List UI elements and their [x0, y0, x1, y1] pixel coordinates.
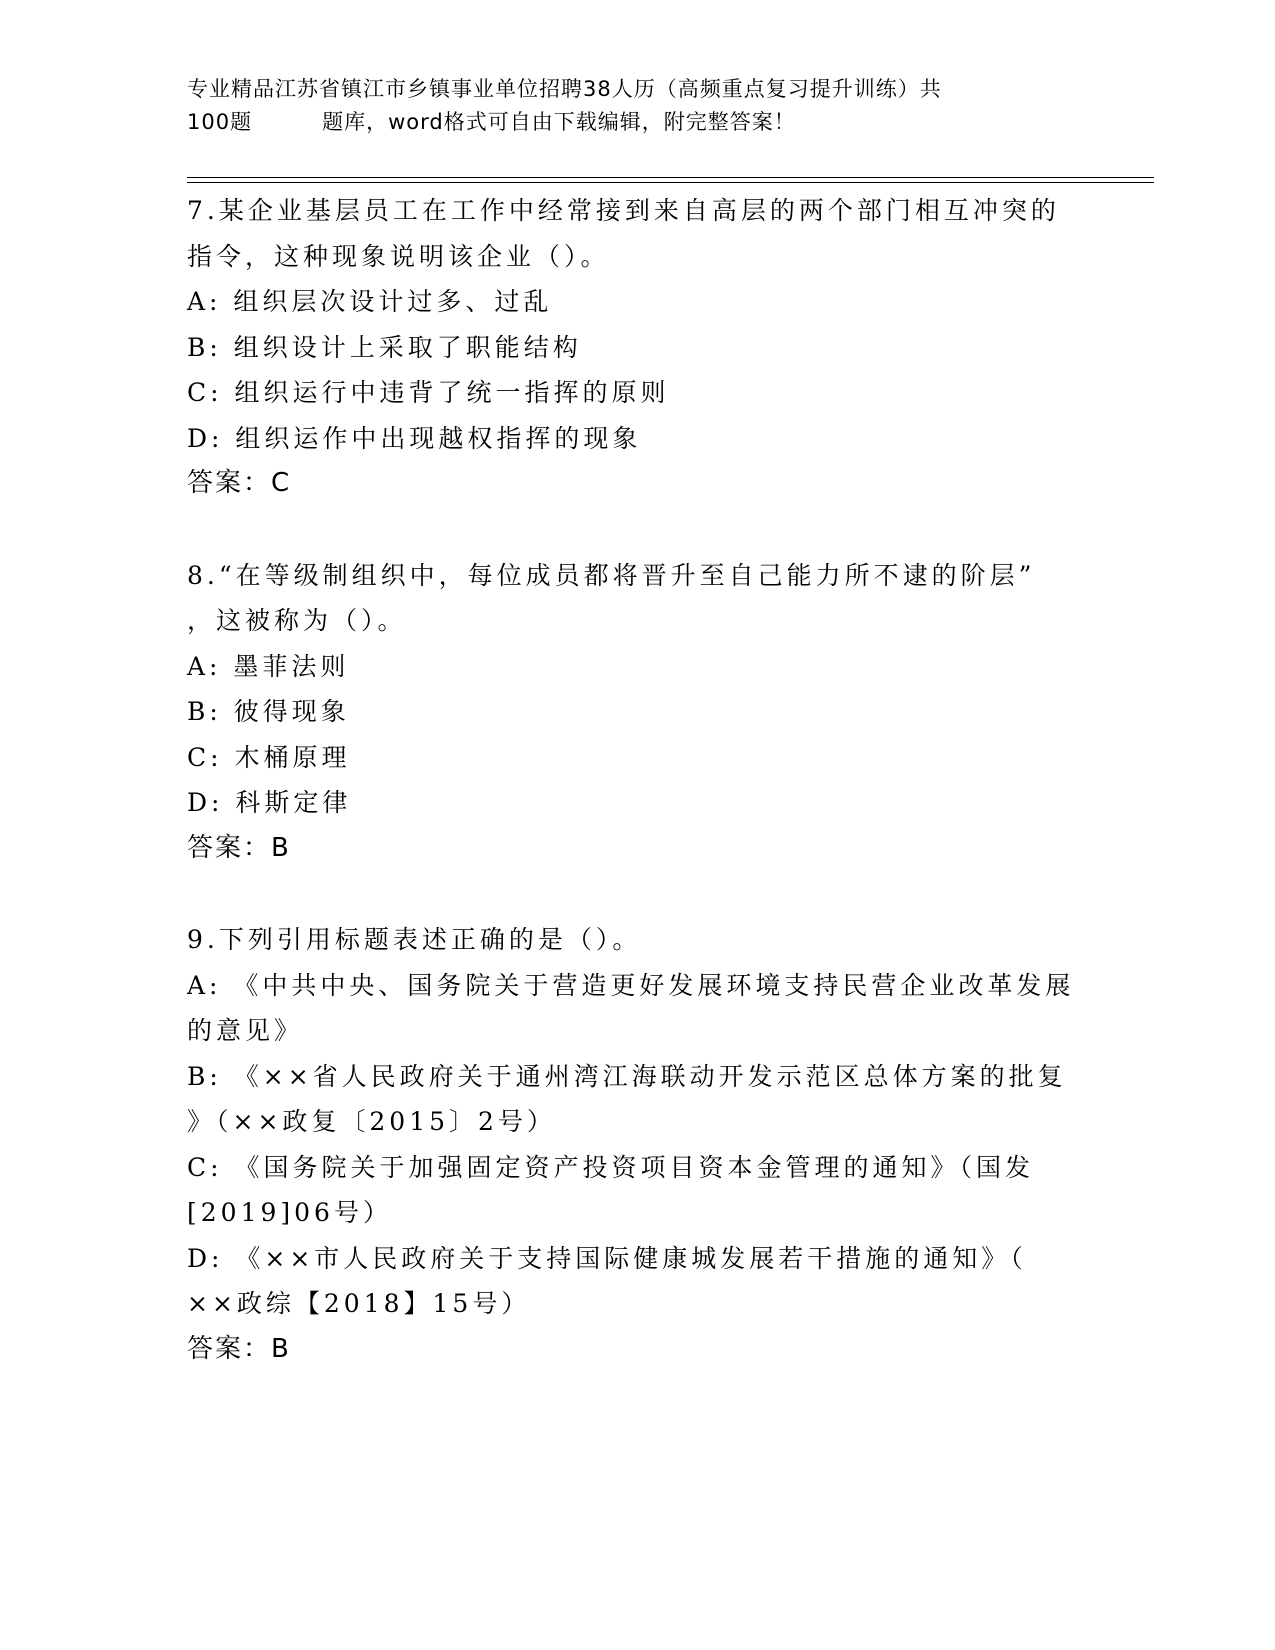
answer: 答案：B	[187, 832, 291, 863]
question-7	[187, 188, 1087, 507]
question-stem: 8.“在等级制组织中，每位成员都将晋升至自己能力所不逮的阶层”	[187, 560, 1036, 590]
option-b: B: 彼得现象	[187, 697, 350, 726]
option-d: D: 组织运作中出现越权指挥的现象	[187, 423, 642, 453]
option-c: C: 木桶原理	[187, 742, 351, 772]
question-stem: 7.某企业基层员工在工作中经常接到来自高层的两个部门相互冲突的	[187, 196, 1060, 225]
question-9	[187, 917, 1087, 1372]
option-b-continued: 》（××政复〔2015〕2号）	[187, 1107, 556, 1136]
question-stem: ，这被称为（）。	[187, 606, 407, 635]
header-divider-top	[187, 177, 1154, 178]
option-c-continued: [2019]06号）	[187, 1198, 392, 1227]
header-divider-bottom	[187, 182, 1154, 183]
question-stem: 9.下列引用标题表述正确的是（）。	[187, 925, 642, 954]
header-line-1: 专业精品江苏省镇江市乡镇事业单位招聘38人历（高频重点复习提升训练）共	[187, 77, 942, 101]
document-header	[187, 73, 1067, 139]
option-b: B: 组织设计上采取了职能结构	[187, 332, 582, 362]
option-a: A: 墨菲法则	[187, 651, 350, 681]
option-d: D: 科斯定律	[187, 788, 352, 817]
answer: 答案：B	[187, 1333, 291, 1364]
option-a-continued: 的意见》	[187, 1016, 304, 1045]
question-list	[187, 188, 1087, 1372]
header-line-2	[187, 106, 1067, 139]
header-count: 100题	[187, 110, 253, 134]
option-c: C: 《国务院关于加强固定资产投资项目资本金管理的通知》（国发	[187, 1152, 1035, 1182]
option-d-continued: ××政综【2018】15号）	[187, 1289, 531, 1318]
option-a: A: 《中共中央、国务院关于营造更好发展环境支持民营企业改革发展	[187, 970, 1075, 1000]
question-stem: 指令，这种现象说明该企业（）。	[187, 241, 610, 271]
option-d: D: 《××市人民政府关于支持国际健康城发展若干措施的通知》（	[187, 1243, 1027, 1273]
answer: 答案：C	[187, 468, 292, 498]
question-8	[187, 553, 1087, 872]
option-c: C: 组织运行中违背了统一指挥的原则	[187, 378, 670, 407]
option-b: B: 《××省人民政府关于通州湾江海联动开发示范区总体方案的批复	[187, 1061, 1067, 1091]
option-a: A: 组织层次设计过多、过乱	[187, 287, 553, 316]
header-description: 题库，word格式可自由下载编辑，附完整答案！	[322, 110, 796, 134]
